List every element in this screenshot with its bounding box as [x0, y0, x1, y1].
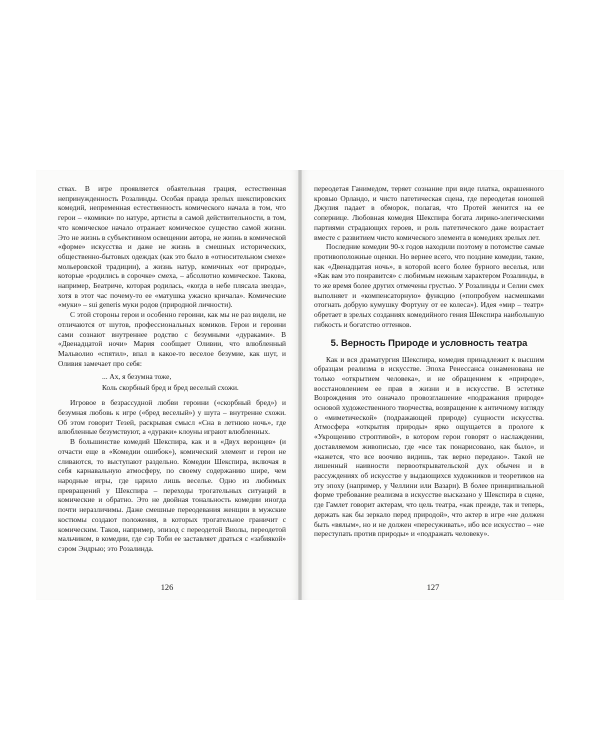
paragraph: С этой стороны герои и особенно героини, как мы не раз видели, не отличаются от шутов, профессиональных комиков. Герои и героини сами сознают внутреннее родство с безумными «дураками». В «Двенадцатой ночи» Мария сообщает Оливии, что влюбленный Мальволио «спятил», впал в какое-то веселое безумие, как шут, и Оливия замечает про себя: [58, 310, 286, 368]
paragraph: Как и вся драматургия Шекспира, комедия принадлежит к высшим образцам реализма в искусстве. Эпоха Ренессанса ознаменована не только «открытием человека», и не обращением к «природе», восстановлением ее прав в жизни и в искусстве. В эстетике Возрождения это означало провозглашение «подражания природе» основой художественного творчества, возвращение к античному взгляду о «миметической» (подражающей природе) сущности искусства. Атмосфера «открытия природы» ярко ощущается в прологе к «Укрощению строптивой», в котором герои говорят о наслаждении, доставляемом живописью, где «все так понарисовано, как было», и «кажется, что все воочию видишь, так верно передано». Такой не лишенный наивности первооткрывательской дух обычен и в рассуждениях об искусстве у выдающихся художников и теоретиков на эту эпоху (например, у Челлини или Вазари). В более принципиальной форме требование реализма в искусстве высказано у Шекспира в сцене, где Гамлет говорит актерам, что цель театра, «как прежде, так и теперь, держать как бы зеркало перед природой», что актер в игре «не должен быть «вялым», но и не должен «пересуживать», ибо все искусство – «не переступать против природы» и «подражать человеку». [314, 354, 544, 539]
poem-line: ... Ах, я безумна тоже, [102, 372, 172, 382]
paragraph: В большинстве комедий Шекспира, как и в «Двух веронцев» (и отчасти еще в «Комедии ошибок»), комический элемент и герои не сливаются, то выступают раздельно. Комедии Шекспира, включая в себя карнавальную атмосферу, по своему содержанию шире, чем народные игры, где царило лишь веселье. Одно из любимых превращений у Шекспира – переходы трогательных ситуаций в комические и обратно. Это не двойная тональность комедии иногда почти неразличимы. Даже смешные переодевания женщин в мужские костюмы создают положения, в которых трогательное граничит с комическим. Таков, например, эпизод с переодетой Виолы, переодетой мальчиком, в комедии, где сэр Тоби ее заставляет драться с «забиякой» сэром Эндрью; это Розалинда. [58, 437, 286, 553]
poem-quote [102, 372, 286, 393]
poem-line: Коль скорбный бред и бред веселый схожи. [102, 382, 239, 392]
section-heading: 5. Верность Природе и условность театра [330, 336, 528, 348]
paragraph: переодетая Ганимедом, теряет сознание при виде платка, окрашенного кровью Орландо, и чисто патетическая сцена, где переодетая юношей Джулия падает в обморок, полагая, что Протей женится на ее сопернице. Любовная комедия Шекспира богата лирико-элегическими партиями страдающих героев, и роль патетического даже возрастает вместе с развитием чисто комического элемента в комедиях зрелых лет. [314, 184, 544, 242]
left-page-text [58, 184, 286, 554]
page-number: 127 [426, 583, 440, 592]
left-page [36, 170, 298, 600]
right-page-text [314, 184, 544, 539]
paragraph: Игровое в безрассудной любви героини («скорбный бред») и безумная любовь к игре («бред веселый») у шута – внутренне схожи. Об этом говорит Тезей, раскрывая смысл «Сна в летнюю ночь», где влюбленные безумствуют, а «дураки» клоуны играют влюбленных. [58, 398, 286, 437]
page-number: 126 [160, 583, 174, 592]
paragraph: Последние комедии 90-х годов находили поэтому в потомстве самые противоположные оценки. Но вернее всего, что поздние комедии, такие, как «Двенадцатая ночь», в которой всего более бурного веселья, или «Как вам это понравится» с любимым нежным характером Розалинды, в то же время более других отмечены грустью. У Розалинды и Селии смех выполняет и «компенсаторную» функцию («попробуем насмешками отогнать добрую кумушку Фортуну от ее колеса»). Идея «мир – театр» обретает в зрелых созданиях комедийного гения Шекспира наибольшую гибкость и богатство оттенков. [314, 242, 544, 329]
paragraph: ствах. В игре проявляется обаятельная грация, естественная непринужденность Розалинды. Особая правда зрелых шекспировских комедий, непременная естественность комического начала в том, что герои – «комики» по натуре, артисты в самой действительности, в том, что комическое начало отражает комическое существо самой жизни. Это не жизнь в субъективном освещении автора, не жизнь в комической «форме» искусства и даже не жизнь в смешных исторических, общественно-бытовых одеждах (как это было в «относительном смехе» мольеровской традиции), а жизнь натур, комичных «от природы», которые «родились в сорочке» смеха, – абсолютно комическое. Такова, например, Беатриче, которая родилась, «когда в небе плясала звезда», хотя в этот час почему-то ее «матушка ужасно кричала». Комические «муки» – sui generis муки родов (природной личности). [58, 184, 286, 310]
right-page [302, 170, 564, 600]
